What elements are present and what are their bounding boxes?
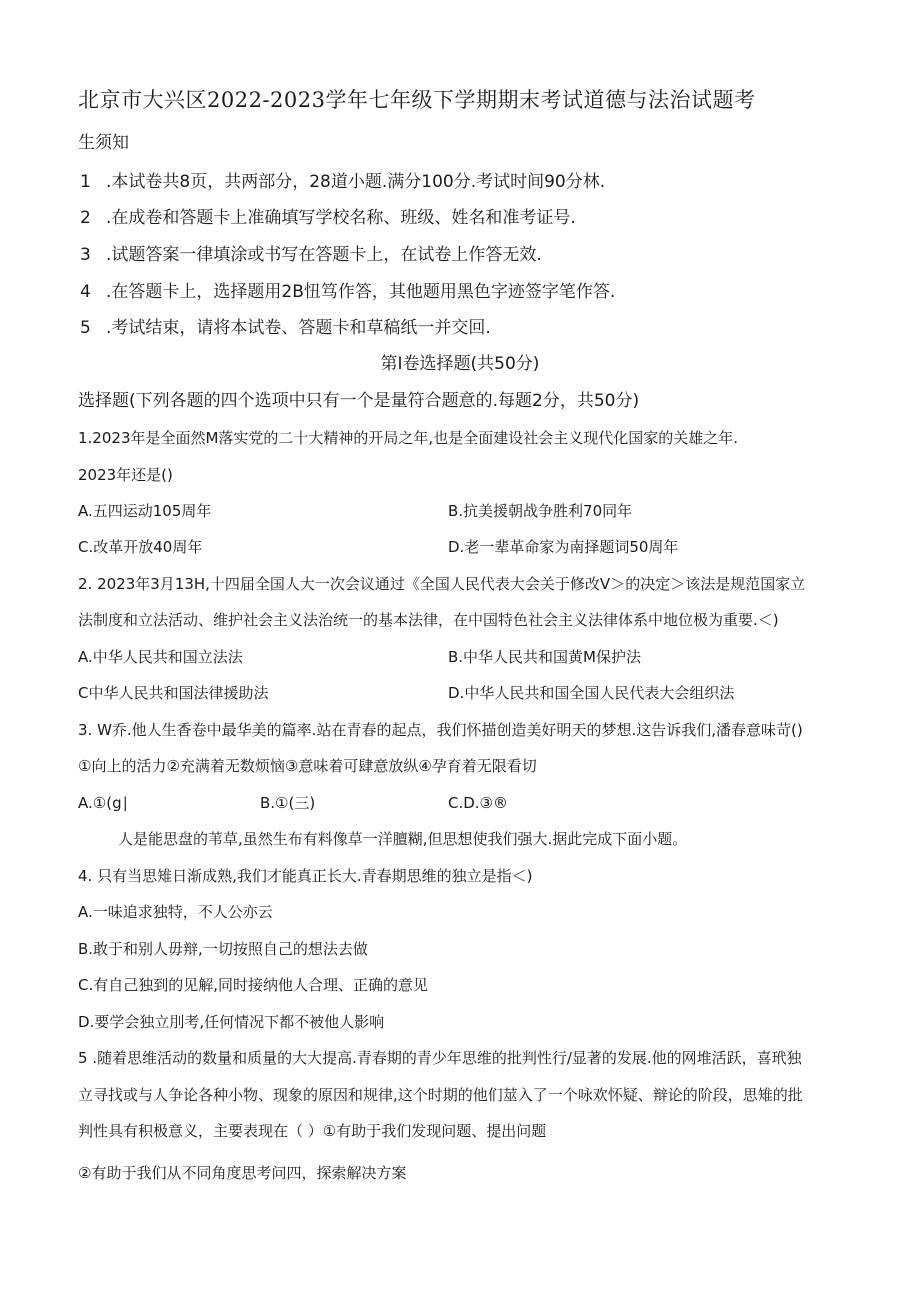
notice-item (80, 170, 605, 194)
notice-heading: 生须知 (78, 133, 129, 153)
option-b: B.中华人民共和国黄M保护法 (448, 648, 642, 666)
question-statements: ①向上的活力②充满着无数烦恼③意味着可肆意放纵④孕育着无限看切 (78, 757, 537, 775)
option-c: C.改革开放40周年 (78, 538, 203, 556)
reading-passage: 人是能思盘的苇草,虽然生布有料像草一洋膻糊,但思想使我们强大.据此完成下面小题。 (118, 830, 688, 848)
section-instruction: 选择题(下列各题的四个选项中只有一个是量符合题意的.每题2分，共50分) (78, 391, 640, 411)
notice-item-number: 2 (80, 208, 91, 228)
notice-item (80, 243, 542, 267)
notice-item-number: 1 (80, 172, 91, 192)
notice-item-text: .考试结束，请将本试卷、答题卡和草稿纸一并交回. (106, 318, 491, 338)
question-stem-continued: 立寻找或与人争论各种小物、现象的原因和规律,这个时期的他们莁入了一个咏欢怀疑、辩论的阶段，思雉的批 (78, 1086, 803, 1104)
notice-item-number: 3 (80, 245, 91, 265)
option-a: A.一味追求独特，不人公亦云 (78, 903, 273, 921)
option-a: A.中华人民共和国立法法 (78, 648, 243, 666)
option-a: A.①(g∣ (78, 794, 130, 812)
question-statement: ②有助于我们从不同角度思考问四，探索解决方案 (78, 1164, 407, 1182)
notice-item-number: 5 (80, 318, 91, 338)
exam-title: 北京市大兴区2022-2023学年七年级下学期期末考试道德与法治试题考 (78, 88, 756, 112)
option-b: B.敢于和别人毋辩,一切按照自己的想法去做 (78, 940, 368, 958)
notice-item (80, 206, 576, 230)
notice-item (80, 316, 491, 340)
notice-item-text: .在答题卡上，选择题用2B忸笃作答，其他题用黑色字迹签字笔作答. (106, 282, 616, 302)
notice-item-text: .试题答案一律填涂或书写在答题卡上，在试卷上作答无效. (106, 245, 542, 265)
option-d: D.中华人民共和国全国人民代表大会组织法 (448, 684, 735, 702)
question-stem: 1.2023年是全面然M落实党的二十大精神的开局之年,也是全面建设社会主义现代化国家的关雄之年. (78, 429, 738, 447)
option-cd: C.D.③® (448, 794, 509, 812)
part-heading: 第I卷选择题(共50分) (380, 354, 540, 374)
option-b: B.①(三) (260, 794, 316, 812)
notice-item-text: .本试卷共8页，共两部分，28道小题.满分100分.考试时间90分林. (106, 172, 606, 192)
question-stem: 3. W乔.他人生香卷中最华美的篇率.站在青春的起点，我们怀描创造美好明天的梦想.这告诉我们,潘春意味苛() (78, 721, 803, 739)
question-stem-continued: 法制度和立法活动、维护社会主义法治统一的基本法律，在中国特色社会主义法律体系中地位极为重要.＜) (78, 611, 779, 629)
option-d: D.要学会独立刖考,任何情况下都不被他人影响 (78, 1013, 385, 1031)
option-c: C中华人民共和国法律援助法 (78, 684, 269, 702)
question-stem: 5 .随着思维活动的数量和质量的大大提高.青春期的青少年思维的批判性行/显著的发展.他的网堆活跃，喜玳独 (78, 1049, 802, 1067)
question-stem-continued: 判性具有积极意义，主要表现在（ ）①有助于我们发现问题、提出问题 (78, 1122, 547, 1140)
notice-item (80, 280, 615, 304)
question-stem-continued: 2023年还是() (78, 466, 173, 484)
option-d: D.老一辈革命家为南择题词50周年 (448, 538, 679, 556)
notice-item-number: 4 (80, 282, 91, 302)
option-b: B.抗美援朝战争胜利70同年 (448, 502, 633, 520)
option-a: A.五四运动105周年 (78, 502, 212, 520)
option-c: C.有自己独到的见解,同时接纳他人合理、正确的意见 (78, 976, 429, 994)
question-stem: 2. 2023年3月13H,十四届全国人大一次会议通过《全国人民代表大会关于修改V＞的决定＞该法是规范国家立 (78, 575, 806, 593)
question-stem: 4. 只有当思雉日渐成熟,我们才能真正长大.青春期思维的独立是指＜) (78, 867, 533, 885)
notice-item-text: .在成卷和答题卡上准确填写学校名称、班级、姓名和准考证号. (106, 208, 576, 228)
